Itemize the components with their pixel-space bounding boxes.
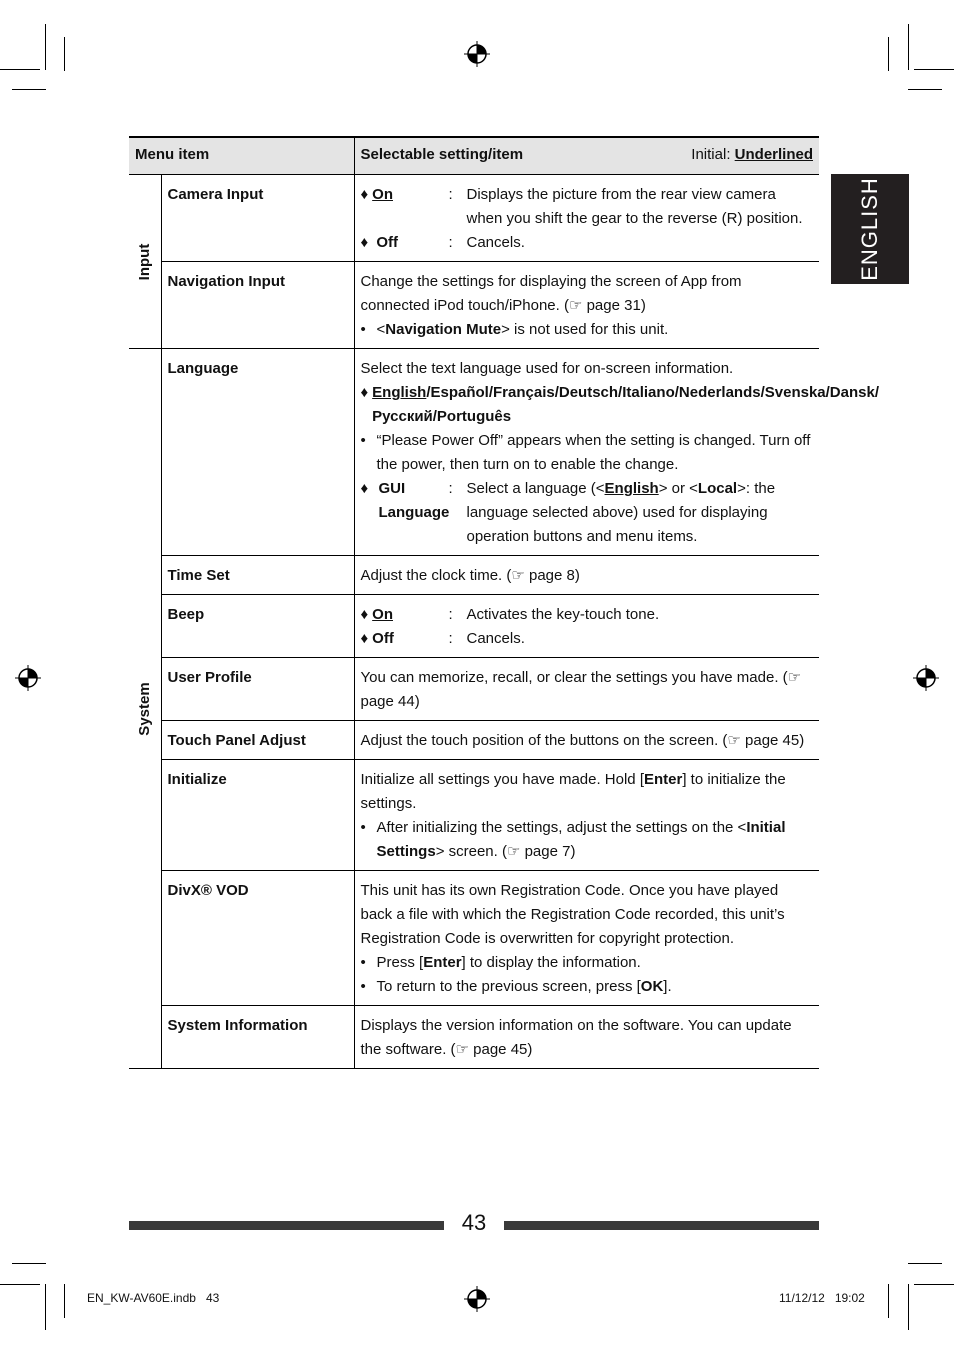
crop-mark <box>908 1263 942 1264</box>
page-number: 43 <box>461 1210 487 1235</box>
crop-mark <box>914 69 954 70</box>
menu-item-desc: Displays the version information on the software. You can update the software. (☞ page 45) <box>354 1006 819 1069</box>
table-header <box>129 137 819 175</box>
crop-mark <box>12 1263 46 1264</box>
table-row <box>129 1006 819 1069</box>
footer-bar-left <box>129 1221 444 1230</box>
crop-mark <box>908 24 909 70</box>
crop-mark <box>64 1284 65 1318</box>
table-row <box>129 175 819 262</box>
menu-item-name: Touch Panel Adjust <box>161 721 354 760</box>
registration-mark-icon <box>913 665 939 691</box>
menu-item-desc: Adjust the touch position of the buttons on the screen. (☞ page 45) <box>354 721 819 760</box>
registration-mark-icon <box>464 41 490 67</box>
crop-mark <box>888 37 889 71</box>
crop-mark <box>914 1284 954 1285</box>
table-row <box>129 349 819 556</box>
language-tab-label: ENGLISH <box>857 177 882 281</box>
footer-timestamp: 11/12/12 19:02 <box>779 1291 865 1305</box>
table-row <box>129 760 819 871</box>
table-row <box>129 595 819 658</box>
menu-item-desc: ♦ On : Activates the key-touch tone. ♦ Off : Cancels. <box>354 595 819 658</box>
table-row <box>129 262 819 349</box>
group-system: System <box>129 349 161 1069</box>
menu-item-name: Beep <box>161 595 354 658</box>
menu-item-name: System Information <box>161 1006 354 1069</box>
menu-item-desc: Change the settings for displaying the screen of App from connected iPod touch/iPhone. (☞ page 31) • <Navigation Mute> is not used for this unit. <box>354 262 819 349</box>
table-row <box>129 658 819 721</box>
header-menu-item: Menu item <box>129 137 354 175</box>
registration-mark-icon <box>15 665 41 691</box>
crop-mark <box>908 89 942 90</box>
menu-item-desc: ♦ On : Displays the picture from the rear view camera when you shift the gear to the reverse (R) position. ♦ Off : Cancels. <box>354 175 819 262</box>
crop-mark <box>0 1284 40 1285</box>
menu-item-name: DivX® VOD <box>161 871 354 1006</box>
footer-file-info: EN_KW-AV60E.indb 43 <box>87 1291 220 1305</box>
menu-item-name: Navigation Input <box>161 262 354 349</box>
menu-item-name: Time Set <box>161 556 354 595</box>
table-row <box>129 721 819 760</box>
menu-item-desc: You can memorize, recall, or clear the settings you have made. (☞ page 44) <box>354 658 819 721</box>
menu-item-name: User Profile <box>161 658 354 721</box>
menu-item-desc: Initialize all settings you have made. Hold [Enter] to initialize the settings. • After initializing the settings, adjust the settings on the <Initial Settings> screen. (☞ page 7) <box>354 760 819 871</box>
table-row <box>129 871 819 1006</box>
crop-mark <box>64 37 65 71</box>
menu-item-name: Initialize <box>161 760 354 871</box>
menu-item-desc: Adjust the clock time. (☞ page 8) <box>354 556 819 595</box>
crop-mark <box>45 24 46 70</box>
group-input: Input <box>129 175 161 349</box>
header-selectable: Selectable setting/item Initial: Underlined <box>354 137 819 175</box>
crop-mark <box>908 1284 909 1330</box>
table-row <box>129 556 819 595</box>
crop-mark <box>0 69 40 70</box>
footer-bar-right <box>504 1221 819 1230</box>
crop-mark <box>45 1284 46 1330</box>
crop-mark <box>12 89 46 90</box>
registration-mark-icon <box>464 1286 490 1312</box>
settings-table <box>129 136 879 1069</box>
crop-mark <box>888 1284 889 1318</box>
language-side-tab <box>831 174 909 284</box>
menu-item-desc: This unit has its own Registration Code. Once you have played back a file with which the Registration Code recorded, this unit’s Registration Code is overwritten for copyright protection. • Press [Enter] to display the information. • To return to the previous screen, press [OK]. <box>354 871 819 1006</box>
menu-item-name: Camera Input <box>161 175 354 262</box>
initial-legend: Initial: Underlined <box>691 146 813 163</box>
menu-item-name: Language <box>161 349 354 556</box>
menu-item-desc: Select the text language used for on-screen information. ♦ English/Español/Français/Deutsch/Italiano/Nederlands/Svenska/Dansk/Русский/Português • “Please Power Off” appears when the setting is changed. Turn off the power, then turn on to enable the change. ♦ GUI Language : Select a language (<English> or <Local>: the language selected above) used for displaying operation buttons and menu items. <box>354 349 819 556</box>
